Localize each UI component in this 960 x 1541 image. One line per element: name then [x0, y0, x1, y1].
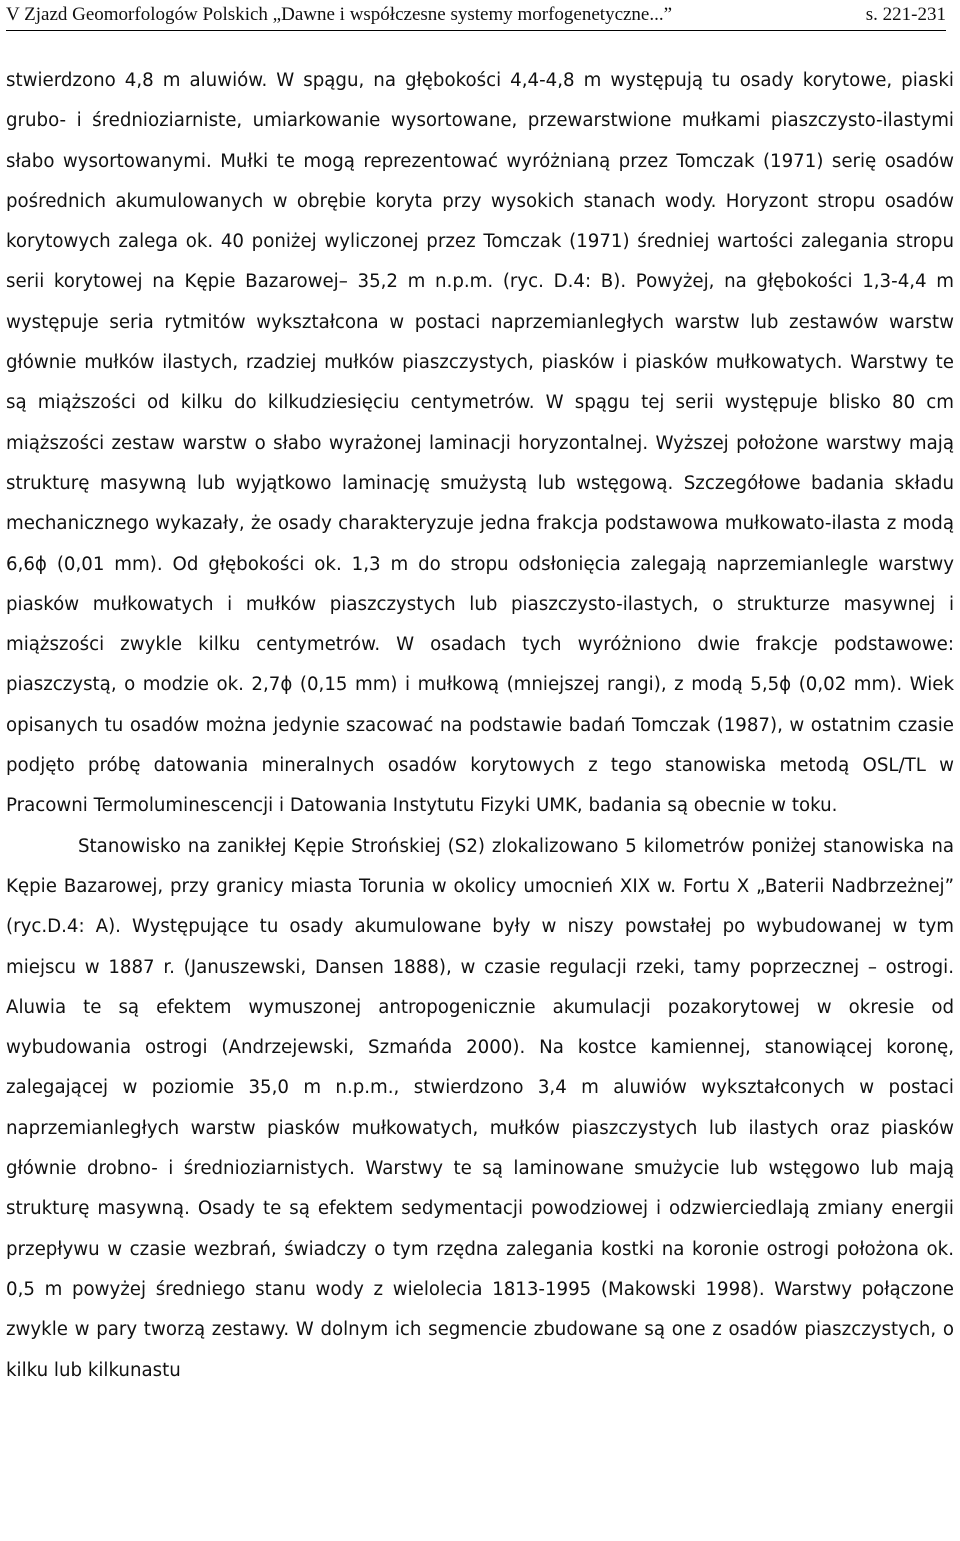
journal-title: V Zjazd Geomorfologów Polskich „Dawne i współczesne systemy morfogenetyczne...”	[6, 4, 673, 25]
page-range: s. 221-231	[865, 4, 946, 25]
running-header	[6, 0, 946, 31]
paragraph-kepa-bazarowa: stwierdzono 4,8 m aluwiów. W spągu, na głębokości 4,4-4,8 m występują tu osady korytowe, piaski grubo- i średnioziarniste, umiarkowanie wysortowane, przewarstwione mułkami piaszczysto-ilastymi słabo wysortowanymi. Mułki te mogą reprezentować wyróżnianą przez Tomczak (1971) serię osadów pośrednich akumulowanych w obrębie koryta przy wysokich stanach wody. Horyzont stropu osadów korytowych zalega ok. 40 poniżej wyliczonej przez Tomczak (1971) średniej wartości zalegania stropu serii korytowej na Kępie Bazarowej– 35,2 m n.p.m. (ryc. D.4: B). Powyżej, na głębokości 1,3-4,4 m występuje seria rytmitów wykształcona w postaci naprzemianległych warstw lub zestawów warstw głównie mułków ilastych, rzadziej mułków piaszczystych, piasków i piasków mułkowatych. Warstwy te są miąższości od kilku do kilkudziesięciu centymetrów. W spągu tej serii występuje blisko 80 cm miąższości zestaw warstw o słabo wyrażonej laminacji horyzontalnej. Wyższej położone warstwy mają strukturę masywną lub wyjątkowo laminację smużystą lub wstęgową. Szczegółowe badania składu mechanicznego wykazały, że osady charakteryzuje jedna frakcja podstawowa mułkowato-ilasta z modą 6,6ϕ (0,01 mm). Od głębokości ok. 1,3 m do stropu odsłonięcia zalegają naprzemianlegle warstwy piasków mułkowatych i mułków piaszczystych lub piaszczysto-ilastych, o strukturze masywnej i miąższości zwykle kilku centymetrów. W osadach tych wyróżniono dwie frakcje podstawowe: piaszczystą, o modzie ok. 2,7ϕ (0,15 mm) i mułkową (mniejszej rangi), z modą 5,5ϕ (0,02 mm). Wiek opisanych tu osadów można jedynie szacować na podstawie badań Tomczak (1987), w ostatnim czasie podjęto próbę datowania mineralnych osadów korytowych z tego stanowiska metodą OSL/TL w Pracowni Termoluminescencji i Datowania Instytutu Fizyki UMK, badania są obecnie w toku.	[6, 70, 954, 817]
paragraph-kepa-stronska: Stanowisko na zanikłej Kępie Strońskiej (S2) zlokalizowano 5 kilometrów poniżej stanowiska na Kępie Bazarowej, przy granicy miasta Torunia w okolicy umocnień XIX w. Fortu X „Baterii Nadbrzeżnej” (ryc.D.4: A). Występujące tu osady akumulowane były w niszy powstałej po wybudowanej w tym miejscu w 1887 r. (Januszewski, Dansen 1888), w czasie regulacji rzeki, tamy poprzecznej – ostrogi. Aluwia te są efektem wymuszonej antropogenicznie akumulacji pozakorytowej w okresie od wybudowania ostrogi (Andrzejewski, Szmańda 2000). Na kostce kamiennej, stanowiącej koronę, zalegającej w poziomie 35,0 m n.p.m., stwierdzono 3,4 m aluwiów wykształconych w postaci naprzemianległych warstw piasków mułkowatych, mułków piaszczystych lub ilastych oraz piasków głównie drobno- i średnioziarnistych. Warstwy te są laminowane smużycie lub wstęgowo lub mają strukturę masywną. Osady te są efektem sedymentacji powodziowej i odzwierciedlają zmiany energii przepływu w czasie wezbrań, świadczy o tym rzędna zalegania kostki na koronie ostrogi położona ok. 0,5 m powyżej średniego stanu wody z wielolecia 1813-1995 (Makowski 1998). Warstwy połączone zwykle w pary tworzą zestawy. W dolnym ich segmencie zbudowane są one z osadów piaszczystych, o kilku lub kilkunastu	[6, 835, 954, 1381]
page-body	[6, 61, 954, 1391]
